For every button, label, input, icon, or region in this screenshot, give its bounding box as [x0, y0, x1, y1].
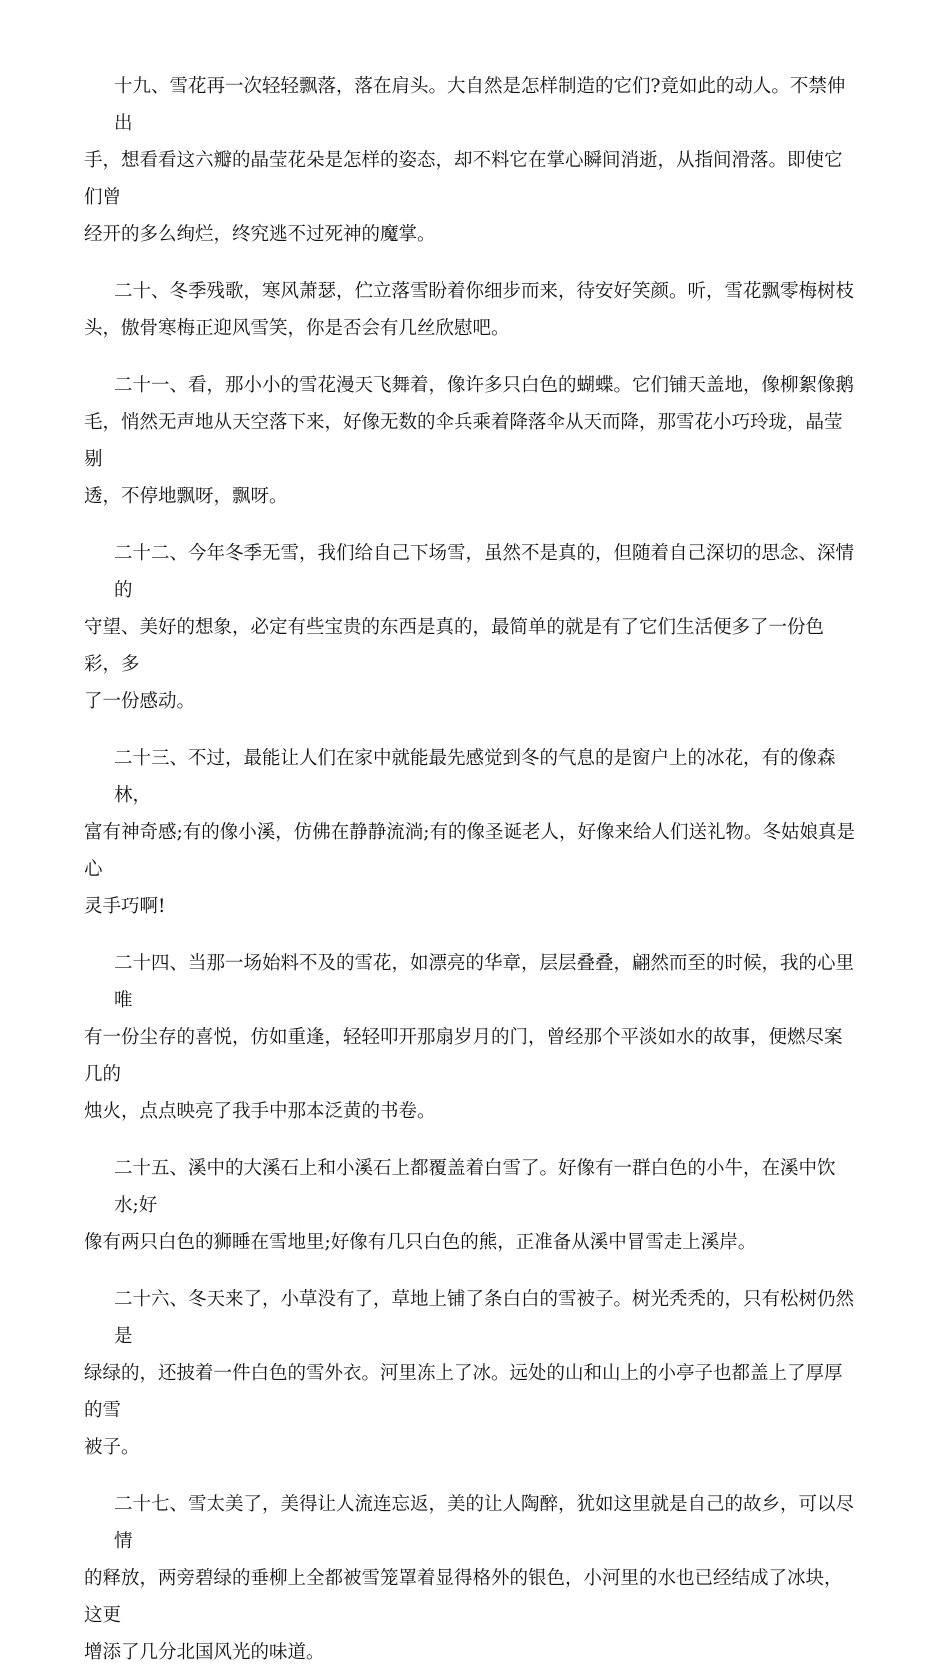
paragraph-23 [84, 740, 858, 925]
text-line: 二十三、不过，最能让人们在家中就能最先感觉到冬的气息的是窗户上的冰花，有的像森林， [114, 748, 836, 806]
text-line: 二十二、今年冬季无雪，我们给自己下场雪，虽然不是真的，但随着自己深切的思念、深情的 [114, 543, 855, 601]
paragraph-26 [84, 1281, 858, 1466]
text-line: 二十一、看，那小小的雪花漫天飞舞着，像许多只白色的蝴蝶。它们铺天盖地，像柳絮像鹅 [114, 375, 855, 396]
paragraph-21 [84, 367, 858, 515]
text-line: 烛火，点点映亮了我手中那本泛黄的书卷。 [84, 1101, 436, 1122]
paragraph-27 [84, 1486, 858, 1671]
text-line: 被子。 [84, 1437, 140, 1458]
paragraph-20 [84, 273, 858, 347]
paragraph-24 [84, 945, 858, 1130]
paragraph-22 [84, 535, 858, 720]
text-line: 绿绿的，还披着一件白色的雪外衣。河里冻上了冰。远处的山和山上的小亭子也都盖上了厚厚的雪 [84, 1363, 843, 1421]
text-line: 二十四、当那一场始料不及的雪花，如漂亮的华章，层层叠叠，翩然而至的时候，我的心里唯 [114, 953, 855, 1011]
paragraph-19 [84, 68, 858, 253]
text-line: 有一份尘存的喜悦，仿如重逢，轻轻叩开那扇岁月的门，曾经那个平淡如水的故事，便燃尽案几的 [84, 1027, 843, 1085]
text-line: 毛，悄然无声地从天空落下来，好像无数的伞兵乘着降落伞从天而降，那雪花小巧玲珑，晶莹剔 [84, 412, 843, 470]
text-line: 灵手巧啊! [84, 896, 166, 917]
text-line: 了一份感动。 [84, 691, 196, 712]
text-line: 像有两只白色的狮睡在雪地里;好像有几只白色的熊，正准备从溪中冒雪走上溪岸。 [84, 1232, 757, 1253]
text-line: 透，不停地飘呀，飘呀。 [84, 486, 288, 507]
text-line: 十九、雪花再一次轻轻飘落，落在肩头。大自然是怎样制造的它们?竟如此的动人。不禁伸出 [114, 76, 846, 134]
text-line: 二十五、溪中的大溪石上和小溪石上都覆盖着白雪了。好像有一群白色的小牛，在溪中饮水;好 [114, 1158, 836, 1216]
paragraph-25 [84, 1150, 858, 1261]
text-line: 经开的多么绚烂，终究逃不过死神的魔掌。 [84, 224, 436, 245]
text-line: 的释放，两旁碧绿的垂柳上全都被雪笼罩着显得格外的银色，小河里的水也已经结成了冰块，这更 [84, 1568, 843, 1626]
text-line: 守望、美好的想象，必定有些宝贵的东西是真的，最简单的就是有了它们生活便多了一份色彩，多 [84, 617, 825, 675]
text-line: 二十、冬季残歌，寒风萧瑟，伫立落雪盼着你细步而来，待安好笑颜。听，雪花飘零梅树枝 [114, 281, 855, 302]
text-line: 手，想看看这六瓣的晶莹花朵是怎样的姿态，却不料它在掌心瞬间消逝，从指间滑落。即使它们曾 [84, 150, 843, 208]
text-line: 二十七、雪太美了，美得让人流连忘返，美的让人陶醉，犹如这里就是自己的故乡，可以尽情 [114, 1494, 855, 1552]
text-line: 富有神奇感;有的像小溪，仿佛在静静流淌;有的像圣诞老人，好像来给人们送礼物。冬姑娘真是心 [84, 822, 855, 880]
text-line: 二十六、冬天来了，小草没有了，草地上铺了条白白的雪被子。树光秃秃的，只有松树仍然是 [114, 1289, 855, 1347]
text-line: 增添了几分北国风光的味道。 [84, 1642, 325, 1663]
text-line: 头，傲骨寒梅正迎风雪笑，你是否会有几丝欣慰吧。 [84, 318, 510, 339]
